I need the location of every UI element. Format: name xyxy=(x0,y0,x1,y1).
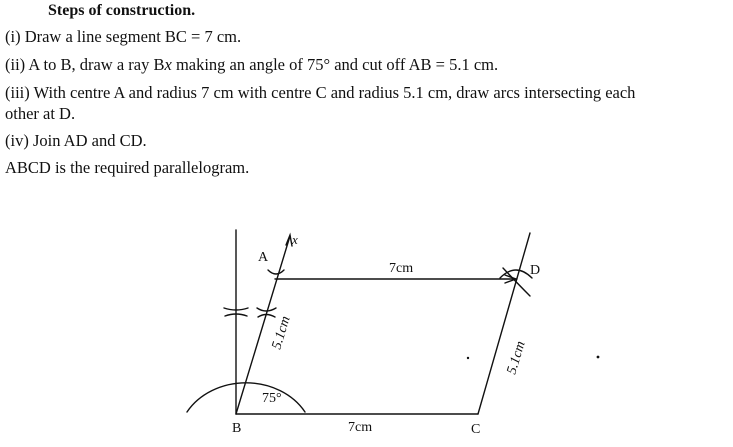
label-x: x xyxy=(292,232,298,247)
length-ab-label: 5.1cm xyxy=(269,314,294,352)
label-c: C xyxy=(471,422,481,437)
step-2-variable: x xyxy=(164,55,172,74)
step-1-text: (i) Draw a line segment BC = 7 cm. xyxy=(5,27,242,46)
label-b: B xyxy=(232,421,242,436)
label-d: D xyxy=(530,263,541,278)
length-ad-label: 7cm xyxy=(389,261,414,276)
step-2-suffix: making an angle of 75° and cut off AB = 5.1 cm. xyxy=(171,55,499,74)
angle-label: 75° xyxy=(262,391,282,406)
step-3-text-line-1: (iii) With centre A and radius 7 cm with centre C and radius 5.1 cm, draw arcs intersecting each xyxy=(5,83,636,102)
length-bc-label: 7cm xyxy=(348,420,373,435)
length-cd-label: 5.1cm xyxy=(504,339,529,377)
arc-mark-a xyxy=(268,270,284,274)
angle-construction-arc xyxy=(187,383,305,412)
arc-intersection-d-1 xyxy=(500,270,532,278)
stray-dot xyxy=(467,357,469,359)
section-heading: Steps of construction. xyxy=(48,2,196,19)
arc-mark-ray xyxy=(257,308,276,311)
step-2-prefix: (ii) A to B, draw a ray B xyxy=(5,55,165,74)
step-4-text: (iv) Join AD and CD. xyxy=(5,131,147,150)
label-a: A xyxy=(258,250,269,265)
side-cd xyxy=(478,233,530,414)
step-3-text-line-2: other at D. xyxy=(5,104,76,123)
conclusion-text: ABCD is the required parallelogram. xyxy=(5,158,250,177)
stray-dot-2 xyxy=(597,356,600,359)
